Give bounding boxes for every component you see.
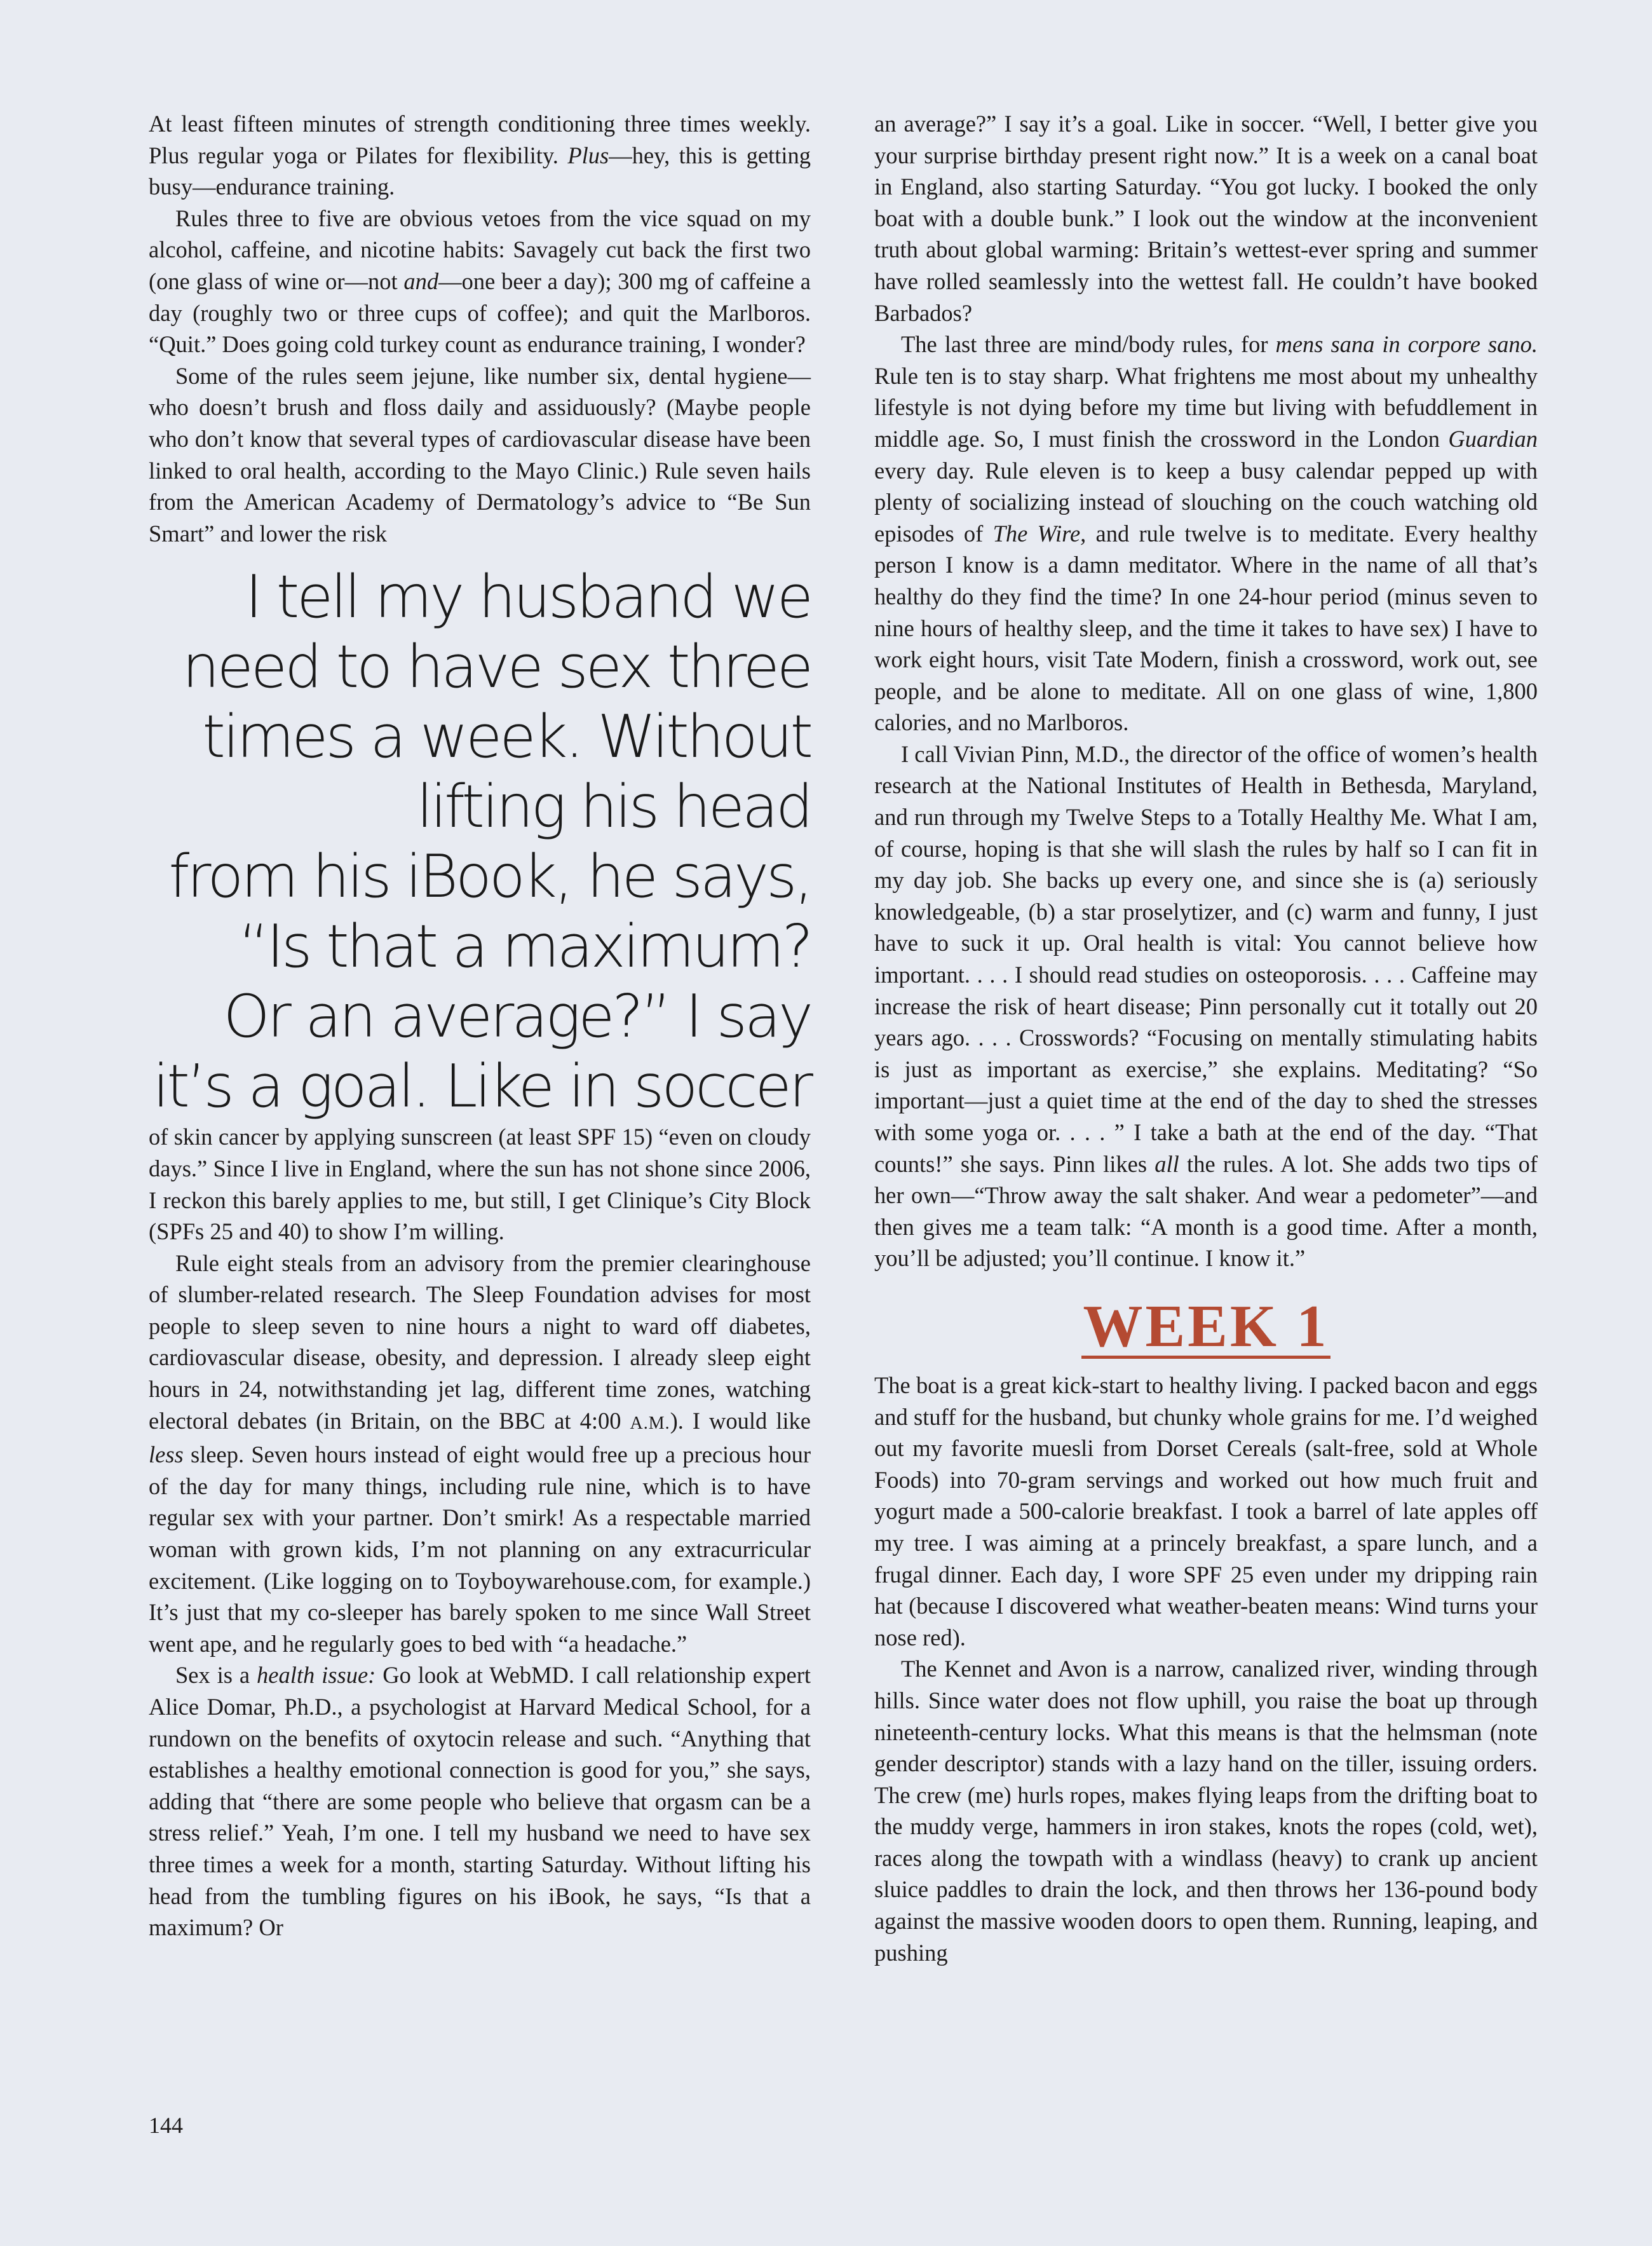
pull-quote-line: “Is that a maximum?: [238, 912, 811, 981]
text-run: —one beer a day); 300 mg of caffeine a day (roughly two or three cups of coffee); and quit the Marlboros. “Quit.” Does going cold turkey count as endurance training, I wonder?: [149, 268, 811, 358]
text-run: and rule twelve is to meditate. Every healthy person I know is a damn meditator. Where in the name of all that’s healthy do they find the time? In one 24-hour period (minus seven to nine hours of healthy sleep, and the time it takes to have sex) I have to work eight hours, visit Tate Modern, finish a crossword, work out, see people, and be alone to meditate. All on one glass of wine, 1,800 calories, and no Marlboros.: [874, 520, 1538, 736]
text-run: the rules. A lot. She adds two tips of her own—“Throw away the salt shaker. And wear a pedometer”—and then gives me a team talk: “A month is a good time. After a month, you’ll be adjusted; you’ll continue. I know it.”: [874, 1150, 1538, 1272]
text-run: Rule ten is to stay sharp. What frightens me most about my unhealthy lifestyle is not dying before my time but living with befuddlement in middle age. So, I must finish the crossword in the London: [874, 362, 1538, 452]
section-heading-text: WEEK 1: [1083, 1293, 1329, 1359]
text-run: Sex is a: [175, 1662, 257, 1689]
left-column: [149, 108, 811, 1943]
text-run: ). I would like: [670, 1407, 811, 1434]
page-number: 144: [149, 2113, 183, 2138]
text-run-italic: less: [149, 1441, 184, 1468]
text-run: Go look at WebMD. I call relationship expert Alice Domar, Ph.D., a psychologist at Harvard Medical School, for a rundown on the benefits of oxytocin release and such. “Anything that establishes a healthy emotional connection is good for you,” she says, adding that “there are some people who believe that orgasm can be a stress relief.” Yeah, I’m one. I tell my husband we need to have sex three times a week for a month, starting Saturday. Without lifting his head from the tumbling figures on his iBook, he says, “Is that a maximum? Or: [149, 1662, 811, 1941]
text-run: Rule eight steals from an advisory from the premier clearinghouse of slumber-related research. The Sleep Foundation advises for most people to sleep seven to nine hours a night to ward off diabetes, cardiovascular disease, obesity, and depression. I already sleep eight hours in 24, notwithstanding jet lag, different time zones, watching electoral debates (in Britain, on the BBC at 4:00: [149, 1249, 811, 1434]
text-run: The last three are mind/body rules, for: [901, 331, 1276, 358]
paragraph: Some of the rules seem jejune, like number six, dental hygiene—who doesn’t brush and floss daily and assiduously? (Maybe people who don’t know that several types of cardiovascular disease have been linked to oral health, according to the Mayo Clinic.) Rule seven hails from the American Academy of Dermatology’s advice to “Be Sun Smart” and lower the risk: [149, 362, 811, 547]
text-run: Rules three to five are obvious vetoes from the vice squad on my alcohol, caffeine, and nicotine habits: Savagely cut back the first two (one glass of wine or—not: [149, 205, 811, 294]
text-run-italic: The Wire,: [992, 520, 1087, 547]
paragraph: [874, 329, 1538, 738]
right-column: [874, 108, 1538, 1968]
paragraph: an average?” I say it’s a goal. Like in soccer. “Well, I better give you your surprise birthday present right now.” It is a week on a canal boat in England, also starting Saturday. “You got lucky. I booked the only boat with a double bunk.” I look out the window at the inconvenient truth about global warming: Britain’s wettest-ever spring and summer have rolled seamlessly into the wettest fall. He couldn’t have booked Barbados?: [874, 111, 1538, 326]
paragraph: [874, 738, 1538, 1274]
paragraph: [149, 1248, 811, 1660]
pull-quote-line: lifting his head: [416, 772, 811, 841]
section-heading: [874, 1274, 1538, 1370]
pull-quote-line: it’s a goal. Like in soccer: [152, 1052, 811, 1121]
pull-quote-line: Or an average?” I say: [223, 982, 811, 1051]
text-run: —hey, this is getting busy—endurance training.: [149, 142, 811, 200]
text-run-italic: Guardian: [1448, 425, 1538, 452]
pull-quote-line: from his iBook, he says,: [168, 842, 811, 911]
pull-quote-line: times a week. Without: [202, 702, 811, 772]
paragraph: [149, 1659, 811, 1943]
pull-quote-line: I tell my husband we: [245, 562, 811, 632]
text-run-italic: mens sana in corpore sano.: [1275, 331, 1538, 358]
text-run-smallcaps: A.M.: [630, 1413, 670, 1433]
text-run: sleep. Seven hours instead of eight would free up a precious hour of the day for many things, including rule nine, which is to have regular sex with your partner. Don’t smirk! As a respectable married woman with grown kids, I’m not planning on any extracurricular excitement. (Like logging on to Toyboywarehouse.com, for example.) It’s just that my co-sleeper has barely spoken to me since Wall Street went ape, and he regularly goes to bed with “a headache.”: [149, 1441, 811, 1657]
text-run-italic: and: [403, 268, 439, 294]
text-run-italic: all: [1154, 1150, 1179, 1177]
pull-quote-line: need to have sex three: [182, 632, 811, 702]
paragraph: [149, 203, 811, 360]
paragraph: The boat is a great kick-start to healthy living. I packed bacon and eggs and stuff for the husband, but chunky whole grains for me. I’d weighed out my favorite muesli from Dorset Cereals (salt-free, sold at Whole Foods) into 70-gram servings and worked out how much fruit and yogurt made a 500-calorie breakfast. I took a barrel of late apples off my tree. I was aiming at a princely breakfast, a spare lunch, and a frugal dinner. Each day, I wore SPF 25 even under my dripping rain hat (because I discovered what weather-beaten means: Wind turns your nose red).: [874, 1371, 1538, 1650]
paragraph: The Kennet and Avon is a narrow, canalized river, winding through hills. Since water does not flow uphill, you raise the boat up through nineteenth-century locks. What this means is that the helmsman (note gender descriptor) stands with a lazy hand on the tiller, issuing orders. The crew (me) hurls ropes, makes flying leaps from the drifting boat to the muddy verge, hammers in iron stakes, knots the ropes (cold, wet), races along the towpath with a windlass (heavy) to crank up ancient sluice paddles to drain the lock, and then throws her 136-pound body against the massive wooden doors to open them. Running, leaping, and pushing: [874, 1656, 1538, 1966]
text-run-italic: Plus: [567, 142, 609, 168]
text-run-italic: health issue:: [257, 1662, 376, 1689]
pull-quote: [149, 549, 811, 1121]
text-run: I call Vivian Pinn, M.D., the director of the office of women’s health research at the National Institutes of Health in Bethesda, Maryland, and run through my Twelve Steps to a Totally Healthy Me. What I am, of course, hoping is that she will slash the rules by half so I can fit in my day job. She backs up every one, and since she is (a) seriously knowledgeable, (b) a star proselytizer, and (c) warm and funny, I just have to suck it up. Oral health is vital: You cannot believe how important. . . . I should read studies on osteoporosis. . . . Caffeine may increase the risk of heart disease; Pinn personally cut it totally out 20 years ago. . . . Crosswords? “Focusing on mentally stimulating habits is just as important as exercise,” she explains. Meditating? “So important—just a quiet time at the end of the day to shed the stresses with some yoga or. . . . ” I take a bath at the end of the day. “That counts!” she says. Pinn likes: [874, 740, 1538, 1177]
text-run: At least fifteen minutes of strength conditioning three times weekly. Plus regular yoga or Pilates for flexibility.: [149, 111, 811, 168]
text-run: every day. Rule eleven is to keep a busy calendar pepped up with plenty of socializing instead of slouching on the couch watching old episodes of: [874, 457, 1538, 547]
paragraph: [149, 108, 811, 203]
paragraph: of skin cancer by applying sunscreen (at least SPF 15) “even on cloudy days.” Since I live in England, where the sun has not shone since 2006, I reckon this barely applies to me, but still, I get Clinique’s City Block (SPFs 25 and 40) to show I’m willing.: [149, 1124, 811, 1245]
